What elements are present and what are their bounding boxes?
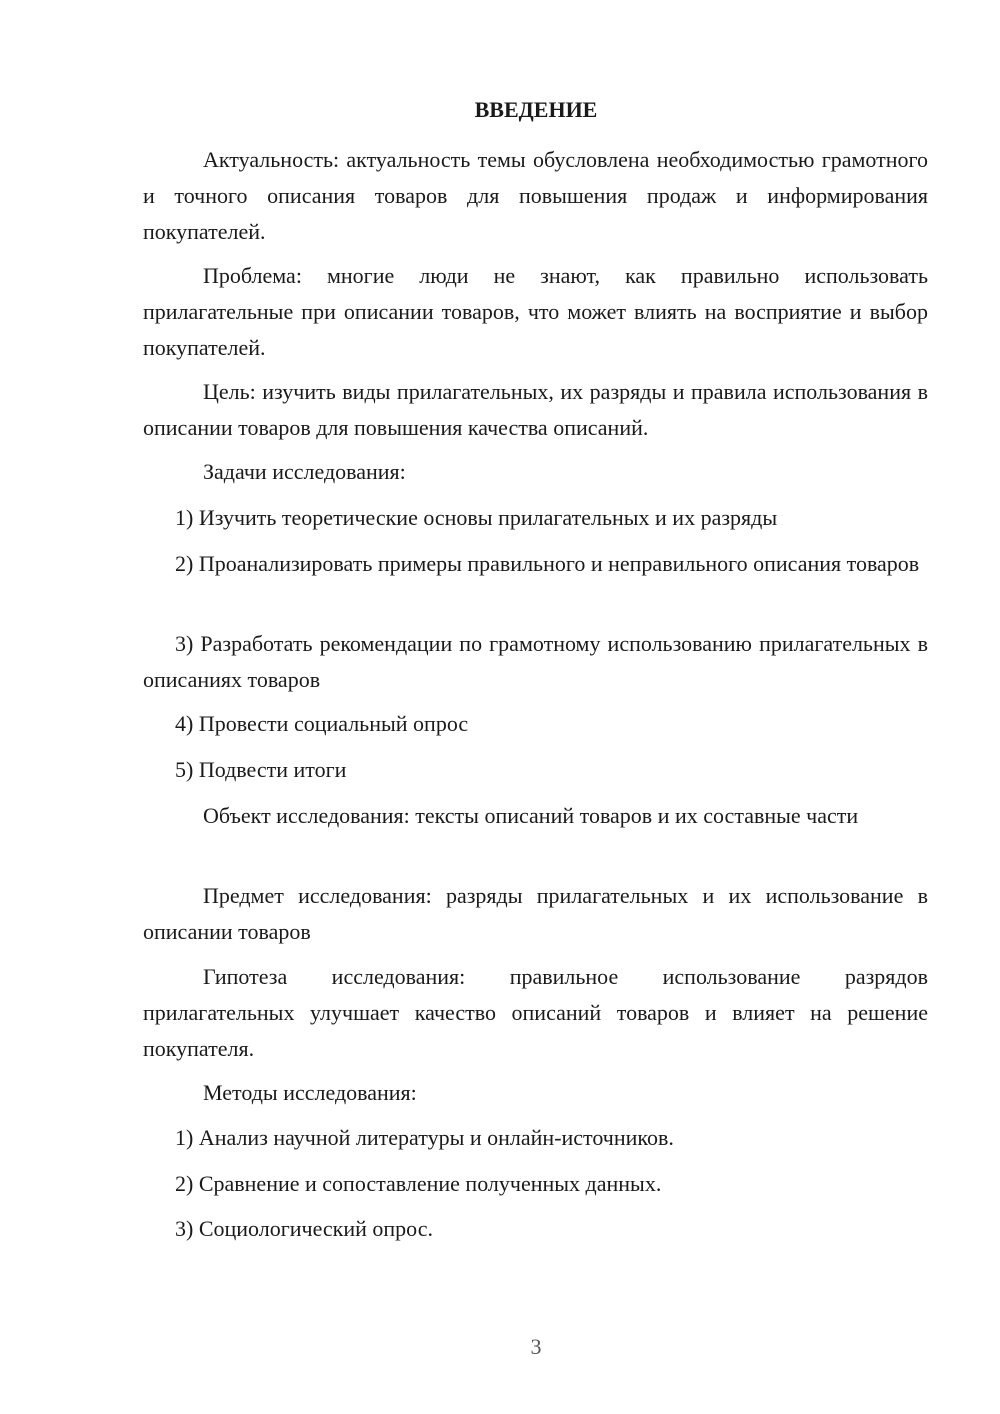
page-number: 3 bbox=[530, 1334, 542, 1359]
task-item: 3) Разработать рекомендации по грамотному использованию прилагательных в описаниях товаров bbox=[143, 631, 928, 692]
paragraph-goal: Цель: изучить виды прилагательных, их разряды и правила использования в описании товаров для повышения качества описаний. bbox=[143, 379, 928, 440]
methods-heading-block bbox=[143, 1075, 928, 1111]
paragraph-subject-block bbox=[143, 878, 928, 950]
paragraph-problem: Проблема: многие люди не знают, как правильно использовать прилагательные при описании товаров, что может влиять на восприятие и выбор покупателей. bbox=[143, 263, 928, 360]
paragraph-object: Объект исследования: тексты описаний товаров и их составные части bbox=[203, 803, 859, 828]
paragraph-hypothesis-block bbox=[143, 959, 928, 1067]
task-item: 5) Подвести итоги bbox=[175, 757, 347, 782]
method-item-3-block bbox=[143, 1211, 928, 1247]
task-item-5-block bbox=[143, 752, 928, 788]
method-item-1-block bbox=[143, 1120, 928, 1156]
method-item: 2) Сравнение и сопоставление полученных данных. bbox=[175, 1171, 662, 1196]
task-item-4-block bbox=[143, 706, 928, 742]
paragraph-hypothesis: Гипотеза исследования: правильное использование разрядов прилагательных улучшает качество описаний товаров и влияет на решение покупателя. bbox=[143, 964, 928, 1061]
methods-heading: Методы исследования: bbox=[203, 1080, 417, 1105]
method-item: 3) Социологический опрос. bbox=[175, 1216, 433, 1241]
paragraph-relevance: Актуальность: актуальность темы обусловлена необходимостью грамотного и точного описания товаров для повышения продаж и информирования покупателей. bbox=[143, 147, 928, 244]
paragraph-object-block bbox=[143, 798, 928, 834]
tasks-heading: Задачи исследования: bbox=[203, 459, 406, 484]
task-item-3-block bbox=[143, 626, 928, 698]
task-item-2-block bbox=[143, 546, 928, 582]
task-item: 2) Проанализировать примеры правильного и неправильного описания товаров bbox=[175, 551, 920, 576]
task-item: 1) Изучить теоретические основы прилагательных и их разряды bbox=[175, 505, 778, 530]
task-item-1-block bbox=[143, 500, 928, 536]
paragraph-problem-block bbox=[143, 258, 928, 366]
paragraph-goal-block bbox=[143, 374, 928, 446]
task-item: 4) Провести социальный опрос bbox=[175, 711, 469, 736]
tasks-heading-block bbox=[143, 454, 928, 490]
method-item: 1) Анализ научной литературы и онлайн-источников. bbox=[175, 1125, 674, 1150]
paragraph-relevance-block bbox=[143, 142, 928, 250]
method-item-2-block bbox=[143, 1166, 928, 1202]
section-title: ВВЕДЕНИЕ bbox=[474, 97, 598, 122]
paragraph-subject: Предмет исследования: разряды прилагательных и их использование в описании товаров bbox=[143, 883, 928, 944]
